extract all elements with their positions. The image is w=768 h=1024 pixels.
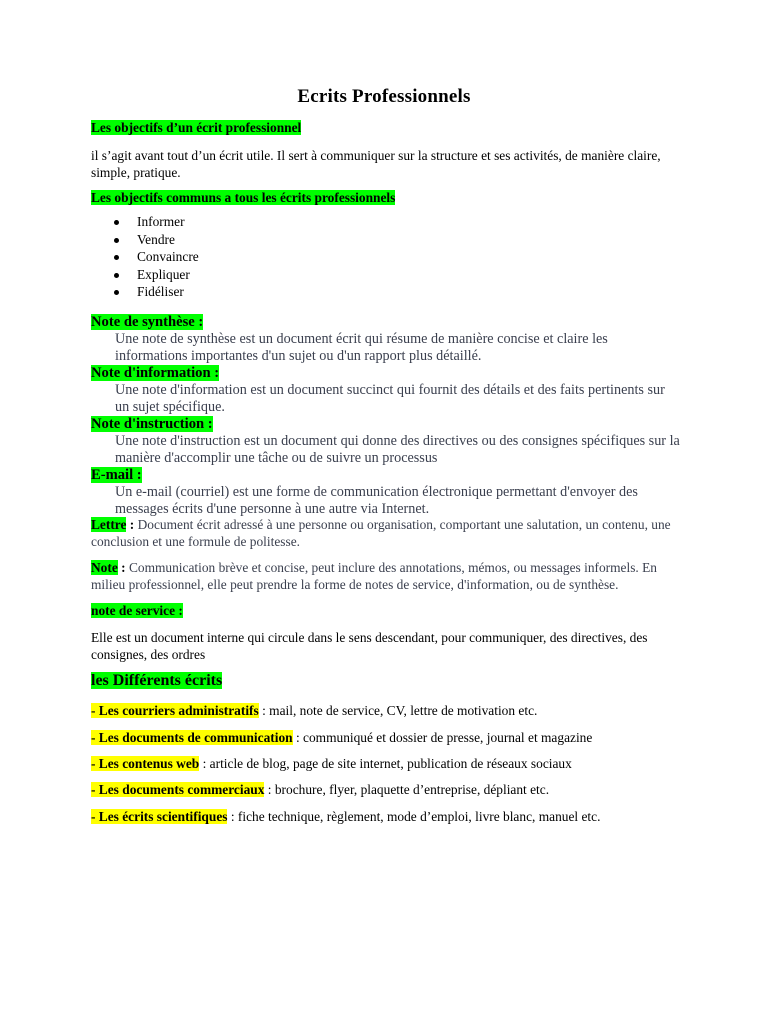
note-information-section (91, 364, 681, 416)
service-heading: note de service : (91, 603, 183, 618)
email-text: Un e-mail (courriel) est une forme de communication électronique permettant d'envoyer des messages écrits d'une personne à une autre via Internet. (115, 484, 638, 517)
document-title: Ecrits Professionnels (297, 86, 471, 107)
objectifs-text: il s’agit avant tout d’un écrit utile. Il sert à communiquer sur la structure et ses activités, de manière claire, simple, pratique. (91, 148, 661, 180)
lettre-colon: : (126, 517, 135, 532)
list-item: Convaincre (91, 248, 199, 266)
lettre-label: Lettre (91, 517, 127, 532)
note-instruction-section (91, 415, 681, 467)
objectifs-heading-line (91, 119, 681, 136)
note-instruction-text: Une note d'instruction est un document qui donne des directives ou des consignes spécifiques sur la manière d'accomplir une tâche ou de suivre un processus (115, 433, 680, 466)
item-label: - Les courriers administratifs (91, 703, 259, 718)
lettre-paragraph (91, 516, 681, 550)
item-label: - Les contenus web (91, 756, 200, 771)
note-information-text: Une note d'information est un document succinct qui fournit des détails et des faits pertinents sur un sujet spécifique. (115, 382, 665, 415)
note-text: Communication brève et concise, peut inclure des annotations, mémos, ou messages informels. En milieu professionnel, elle peut prendre la forme de notes de service, d'information, ou de synthèse. (91, 560, 658, 592)
bullet-icon (114, 255, 119, 260)
communs-heading: Les objectifs communs a tous les écrits professionnels (91, 190, 396, 205)
service-heading-line (91, 602, 681, 619)
communs-heading-line (91, 189, 681, 206)
bullet-icon (114, 238, 119, 243)
note-colon: : (117, 560, 126, 575)
note-paragraph (91, 559, 681, 593)
differents-heading: les Différents écrits (91, 672, 223, 689)
lettre-text: Document écrit adressé à une personne ou organisation, comportant une salutation, un contenu, une conclusion et une formule de politesse. (91, 517, 671, 549)
list-item (91, 702, 681, 719)
list-item (91, 755, 681, 772)
note-instruction-heading: Note d'instruction : (91, 416, 213, 432)
bullet-icon (114, 290, 119, 295)
objectifs-list (91, 213, 199, 301)
item-text: : fiche technique, règlement, mode d’emploi, livre blanc, manuel etc. (227, 809, 601, 824)
email-heading: E-mail : (91, 467, 142, 483)
item-text: : brochure, flyer, plaquette d’entreprise, dépliant etc. (264, 782, 550, 797)
item-label: - Les écrits scientifiques (91, 809, 228, 824)
bullet-icon (114, 220, 119, 225)
item-text: : communiqué et dossier de presse, journal et magazine (292, 730, 593, 745)
note-label: Note (91, 560, 118, 575)
item-text: : article de blog, page de site internet, publication de réseaux sociaux (199, 756, 572, 771)
email-section (91, 466, 681, 518)
note-information-heading: Note d'information : (91, 365, 220, 381)
list-item: Informer (91, 213, 199, 231)
list-item (91, 729, 681, 746)
list-item (91, 808, 681, 825)
note-synthese-section (91, 313, 681, 365)
service-text: Elle est un document interne qui circule dans le sens descendant, pour communiquer, des directives, des consignes, des ordres (91, 630, 648, 662)
bullet-icon (114, 273, 119, 278)
item-label: - Les documents commerciaux (91, 782, 265, 797)
item-text: : mail, note de service, CV, lettre de motivation etc. (258, 703, 538, 718)
list-item: Vendre (91, 231, 199, 249)
list-item (91, 781, 681, 798)
list-item: Fidéliser (91, 283, 199, 301)
list-item: Expliquer (91, 266, 199, 284)
note-synthese-heading: Note de synthèse : (91, 314, 204, 330)
objectifs-heading: Les objectifs d’un écrit professionnel (91, 120, 302, 135)
note-synthese-text: Une note de synthèse est un document écrit qui résume de manière concise et claire les informations importantes d'un sujet ou d'un rapport plus détaillé. (115, 331, 608, 364)
differents-heading-line (91, 672, 681, 689)
item-label: - Les documents de communication (91, 730, 293, 745)
